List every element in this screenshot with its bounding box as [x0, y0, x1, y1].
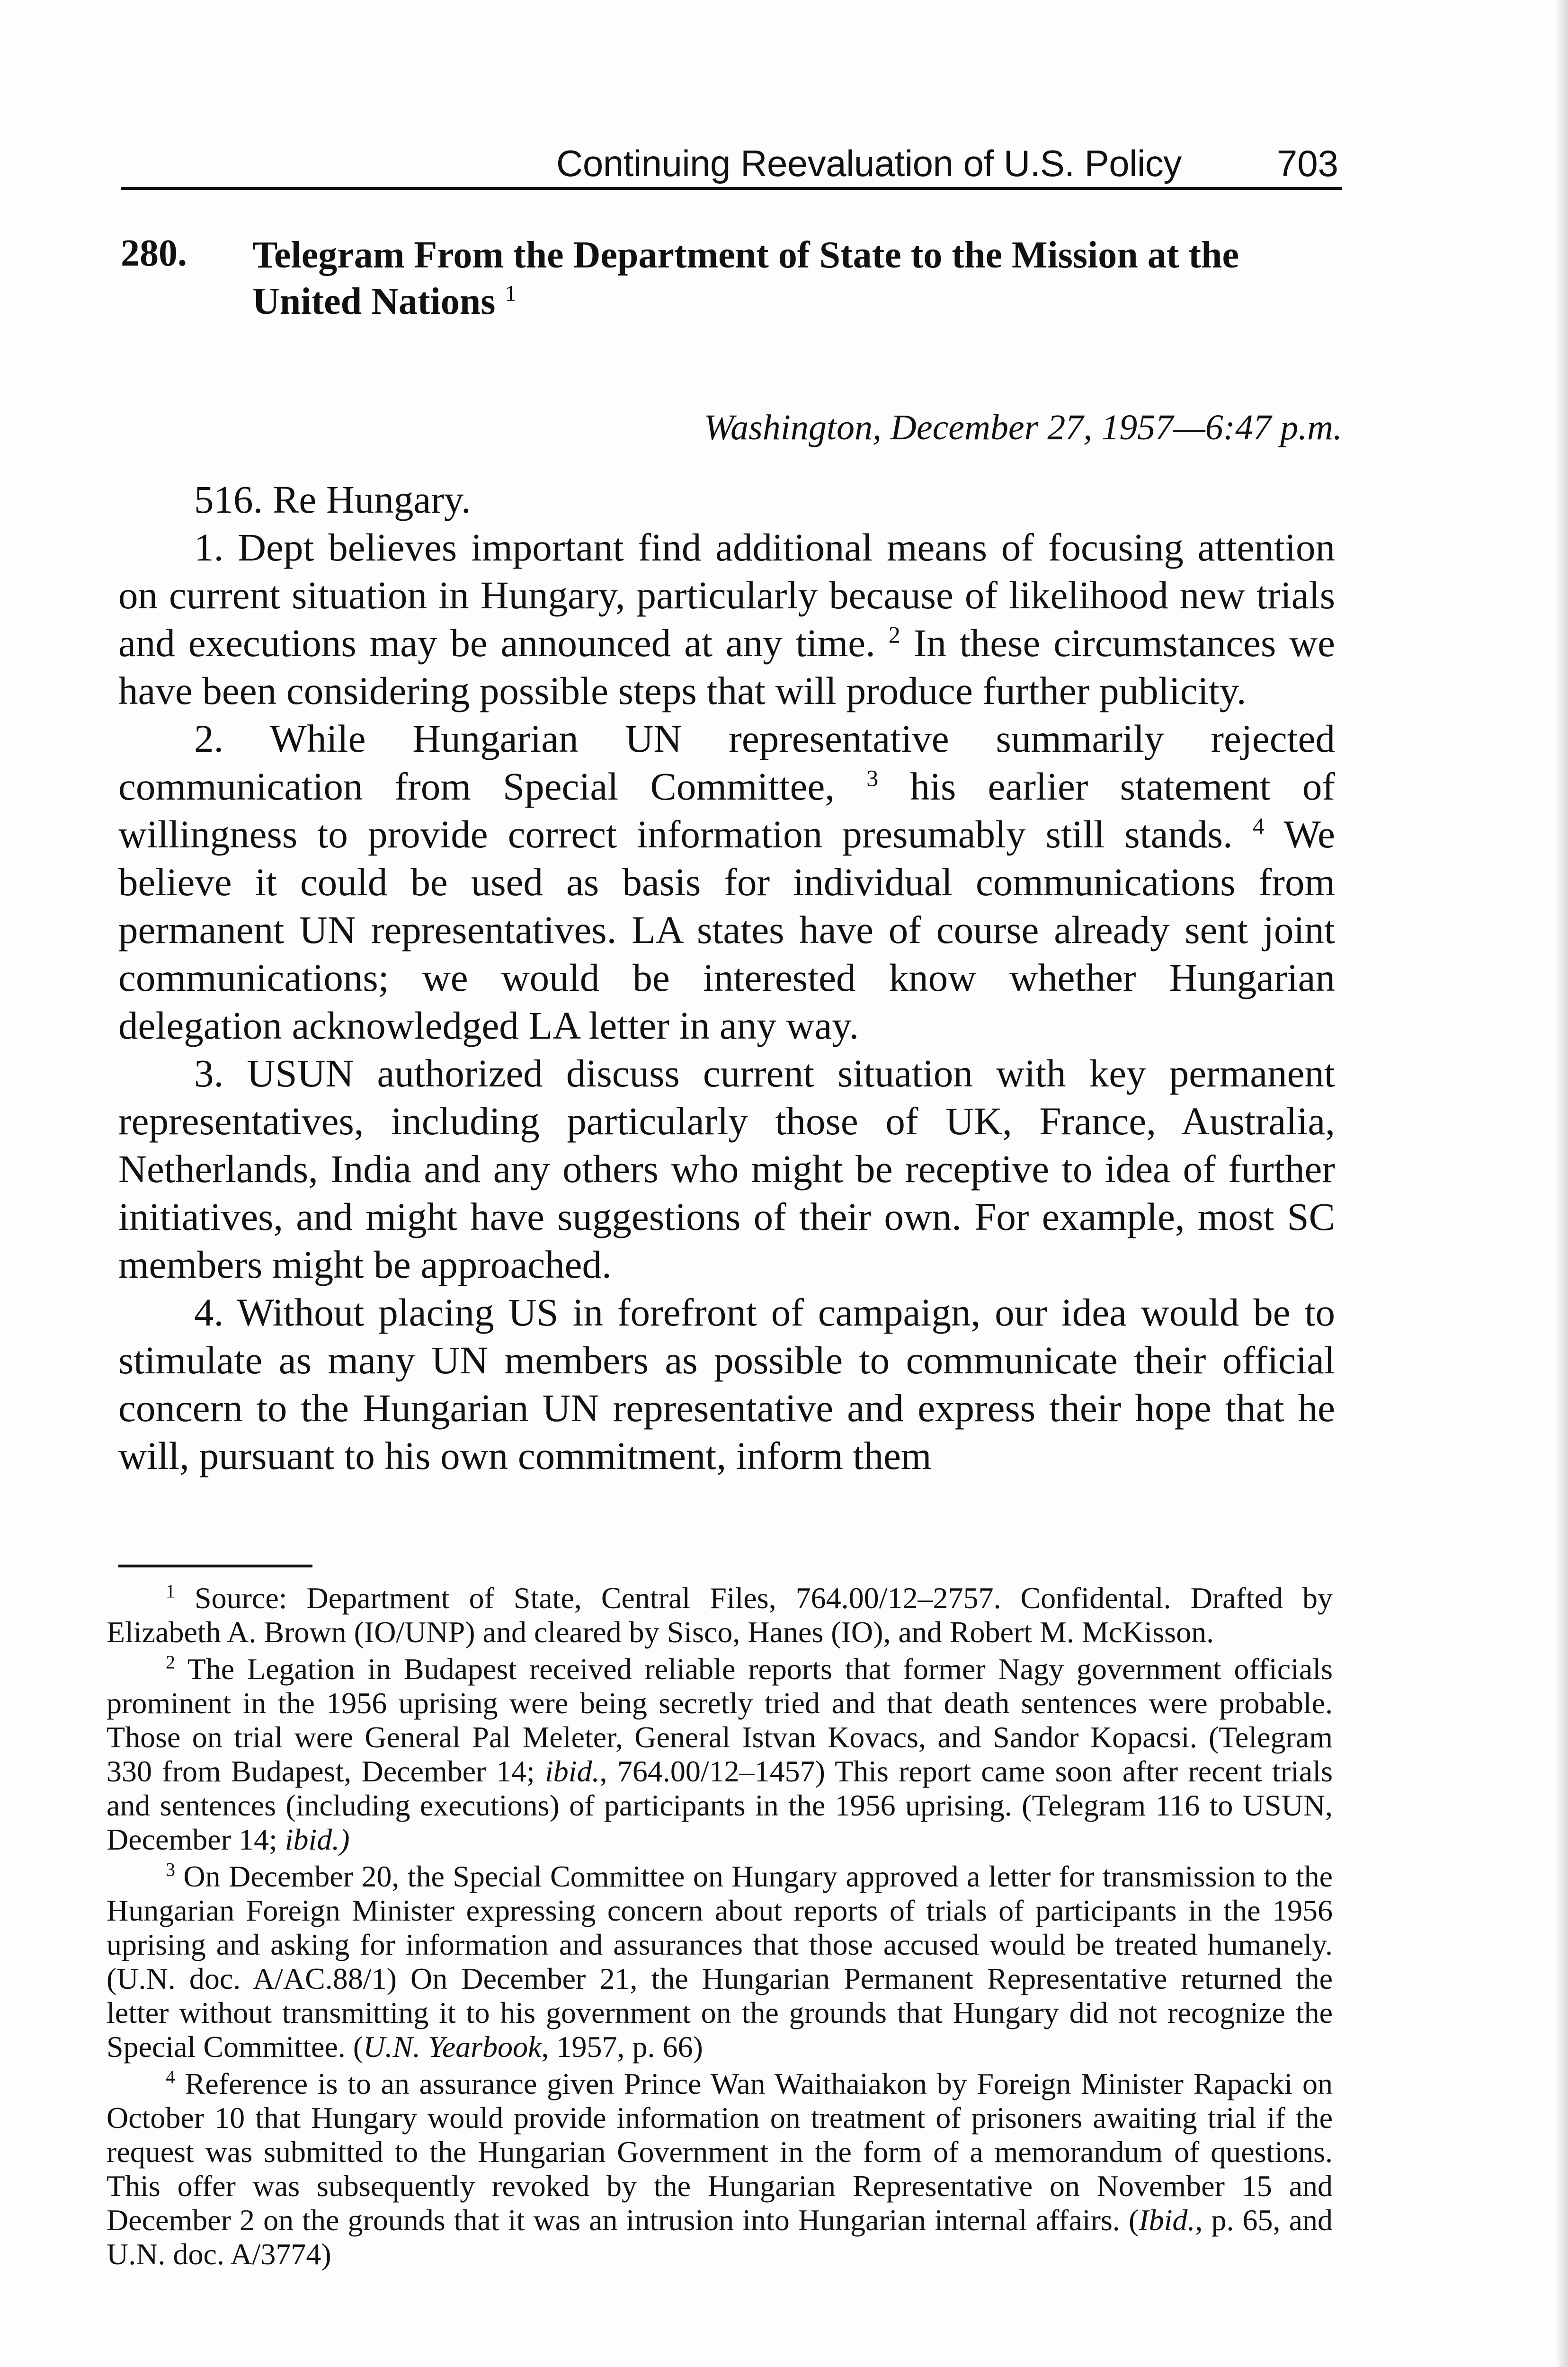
footnote-marker: 3: [166, 1859, 175, 1880]
footnotes: [107, 1581, 1333, 2274]
paragraph-1: [118, 524, 1335, 715]
document-title-text: Telegram From the Department of State to the Mission at the United Nations: [252, 234, 1239, 322]
dateline: Washington, December 27, 1957—6:47 p.m.: [704, 408, 1342, 447]
document-title: [252, 232, 1341, 325]
footnote-marker: 4: [166, 2066, 175, 2088]
paragraph-text: In these circumstances we have been considering possible steps that will produce further publicity.: [118, 621, 1335, 712]
footnote-ibid: ibid.): [285, 1823, 350, 1856]
page-number: 703: [1276, 142, 1338, 184]
footnote-text: The Legation in Budapest received reliable reports that former Nagy government officials prominent in the 1956 uprising were being secretly tried and that death sentences were probable. Those on trial were General Pal Meleter, General Istvan Kovacs, and Sandor Kopacsi. (Telegram 330 from Budapest, December 14;: [107, 1652, 1333, 1788]
document-number: 280.: [121, 232, 187, 274]
footnote-text: On December 20, the Special Committee on Hungary approved a letter for transmission to the Hungarian Foreign Minister expressing concern about reports of trials of participants in the 1956 uprising and asking for information and assurances that those accused would be treated humanely. (U.N. doc. A/AC.88/1) On December 21, the Hungarian Permanent Representative returned the letter without transmitting it to his government on the grounds that Hungary did not recognize the Special Committee. (: [107, 1860, 1333, 2064]
telegram-body: [118, 476, 1335, 1480]
footnote-ref: 1: [505, 281, 517, 306]
footnote-ref: 3: [866, 765, 879, 792]
footnote-text: Reference is to an assurance given Prince Wan Waithaiakon by Foreign Minister Rapacki on October 10 that Hungary would provide information on treatment of prisoners awaiting trial if the request was submitted to the Hungarian Government in the form of a memorandum of questions. This offer was subsequently revoked by the Hungarian Representative on November 15 and December 2 on the grounds that it was an intrusion into Hungarian internal affairs. (: [107, 2067, 1333, 2237]
footnote-4: [107, 2067, 1333, 2271]
paragraph-text: his earlier statement of willingness to provide correct information presumably still stands.: [118, 765, 1336, 856]
footnote-ibid: ibid.: [544, 1754, 600, 1788]
paragraph-3: 3. USUN authorized discuss current situation with key permanent representatives, including particularly those of UK, France, Australia, Netherlands, India and any others who might be receptive to idea of further initiatives, and might have suggestions of their own. For example, most SC members might be approached.: [118, 1051, 1335, 1286]
footnote-3: [107, 1860, 1333, 2064]
footnote-marker: 1: [166, 1580, 175, 1602]
footnote-marker: 2: [166, 1651, 175, 1673]
footnote-1: [107, 1581, 1333, 1649]
page-edge-shadow: [1555, 0, 1568, 2367]
footnote-ref: 2: [888, 621, 900, 648]
footnote-citation: U.N. Yearbook: [363, 2030, 542, 2064]
paragraph-2: [118, 715, 1335, 1050]
paragraph-4: 4. Without placing US in forefront of campaign, our idea would be to stimulate as many UN members as possible to communicate their official concern to the Hungarian UN representative and express their hope that he will, pursuant to his own commitment, inform them: [118, 1290, 1335, 1477]
paragraph-subject: 516. Re Hungary.: [194, 478, 471, 521]
footnote-text: , p. 65, and U.N. doc. A/3774): [107, 2203, 1333, 2271]
footnote-ibid: Ibid.: [1139, 2203, 1195, 2237]
paragraph-text: 1. Dept believes important find additional means of focusing attention on current situation in Hungary, particularly because of likelihood new trials and executions may be announced at any time.: [118, 525, 1335, 665]
running-head-title: Continuing Reevaluation of U.S. Policy: [556, 142, 1182, 184]
footnote-text: , 764.00/12–1457) This report came soon after recent trials and sentences (including executions) of participants in the 1956 uprising. (Telegram 116 to USUN, December 14;: [107, 1754, 1333, 1856]
paragraph-text: We believe it could be used as basis for individual communications from permanent UN representatives. LA states have of course already sent joint communications; we would be interested know whether Hungarian delegation acknowledged LA letter in any way.: [118, 812, 1335, 1047]
paragraph-text: 2. While Hungarian UN representative summarily rejected communication from Special Committee,: [118, 717, 1335, 808]
footnote-2: [107, 1652, 1333, 1857]
footnote-text: , 1957, p. 66): [541, 2030, 703, 2064]
footnote-divider: [118, 1565, 312, 1567]
running-head: [121, 135, 1342, 190]
footnote-text: Source: Department of State, Central Files, 764.00/12–2757. Confidental. Drafted by Elizabeth A. Brown (IO/UNP) and cleared by Sisco, Hanes (IO), and Robert M. McKisson.: [107, 1581, 1333, 1649]
footnote-ref: 4: [1252, 812, 1265, 839]
